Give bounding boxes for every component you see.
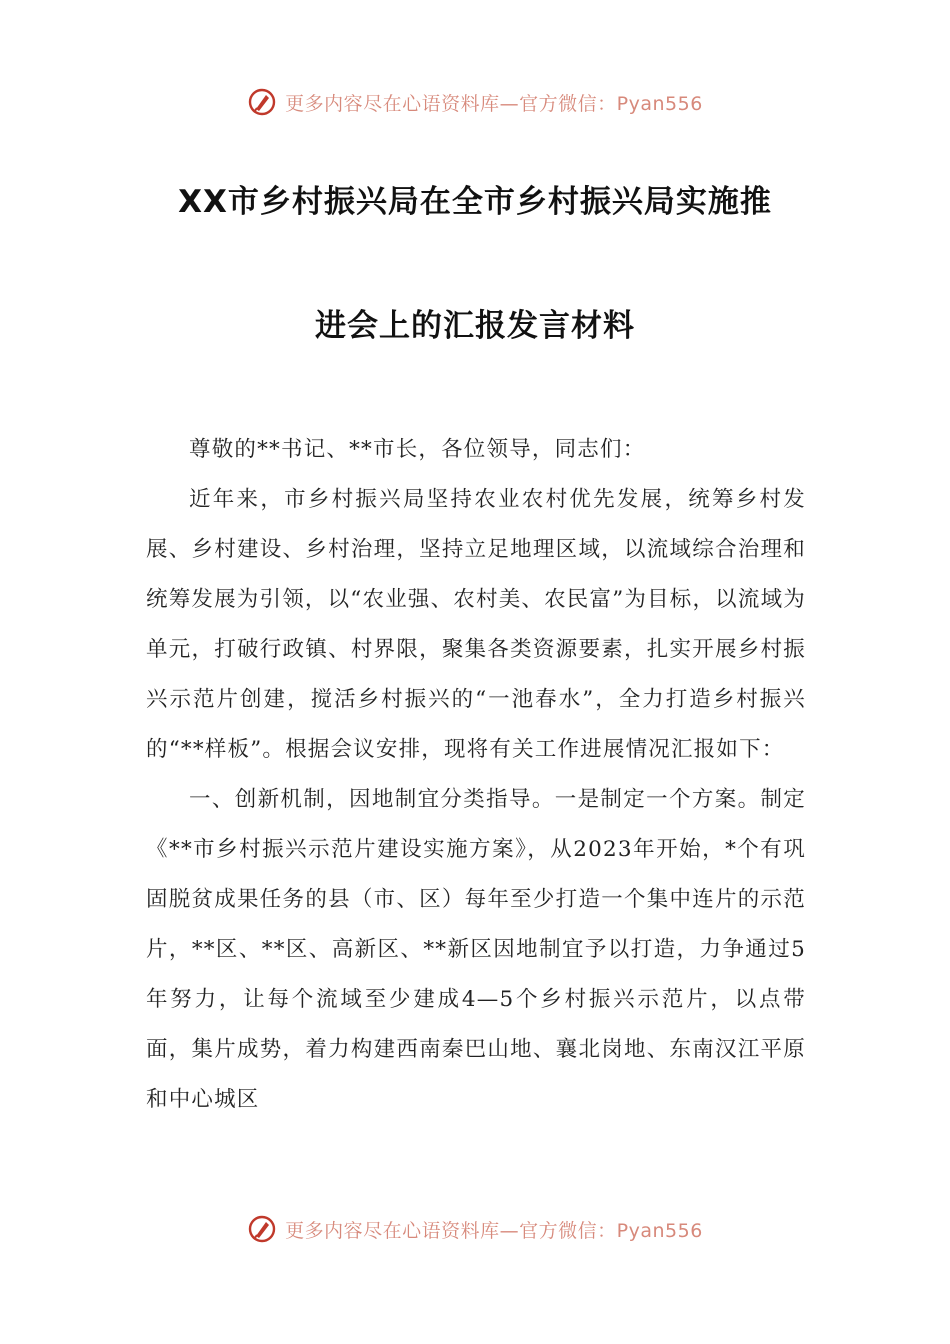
footer-watermark-banner	[0, 1209, 950, 1249]
header-watermark-banner	[0, 82, 950, 122]
watermark-text: 更多内容尽在心语资料库—官方微信：Pyan556	[285, 92, 703, 115]
document-body	[146, 425, 806, 1125]
pen-nib-logo-icon	[247, 87, 277, 117]
paragraph-intro: 近年来，市乡村振兴局坚持农业农村优先发展，统筹乡村发展、乡村建设、乡村治理，坚持立足地理区域，以流域综合治理和统筹发展为引领，以“农业强、农村美、农民富”为目标，以流域为单元，打破行政镇、村界限，聚集各类资源要素，扎实开展乡村振兴示范片创建，搅活乡村振兴的“一池春水”，全力打造乡村振兴的“**样板”。根据会议安排，现将有关工作进展情况汇报如下：	[146, 487, 806, 762]
document-title-line-1: XX市乡村振兴局在全市乡村振兴局实施推	[178, 184, 772, 220]
watermark-text: 更多内容尽在心语资料库—官方微信：Pyan556	[285, 1219, 703, 1242]
document-title-line-2: 进会上的汇报发言材料	[315, 308, 635, 344]
pen-nib-logo-icon	[247, 1214, 277, 1244]
paragraph-section-one: 一、创新机制，因地制宜分类指导。一是制定一个方案。制定《**市乡村振兴示范片建设实施方案》，从2023年开始，*个有巩固脱贫成果任务的县（市、区）每年至少打造一个集中连片的示范片，**区、**区、高新区、**新区因地制宜予以打造，力争通过5年努力，让每个流域至少建成4—5个乡村振兴示范片，以点带面，集片成势，着力构建西南秦巴山地、襄北岗地、东南汉江平原和中心城区	[146, 787, 806, 1112]
salutation: 尊敬的**书记、**市长，各位领导，同志们：	[189, 437, 646, 462]
